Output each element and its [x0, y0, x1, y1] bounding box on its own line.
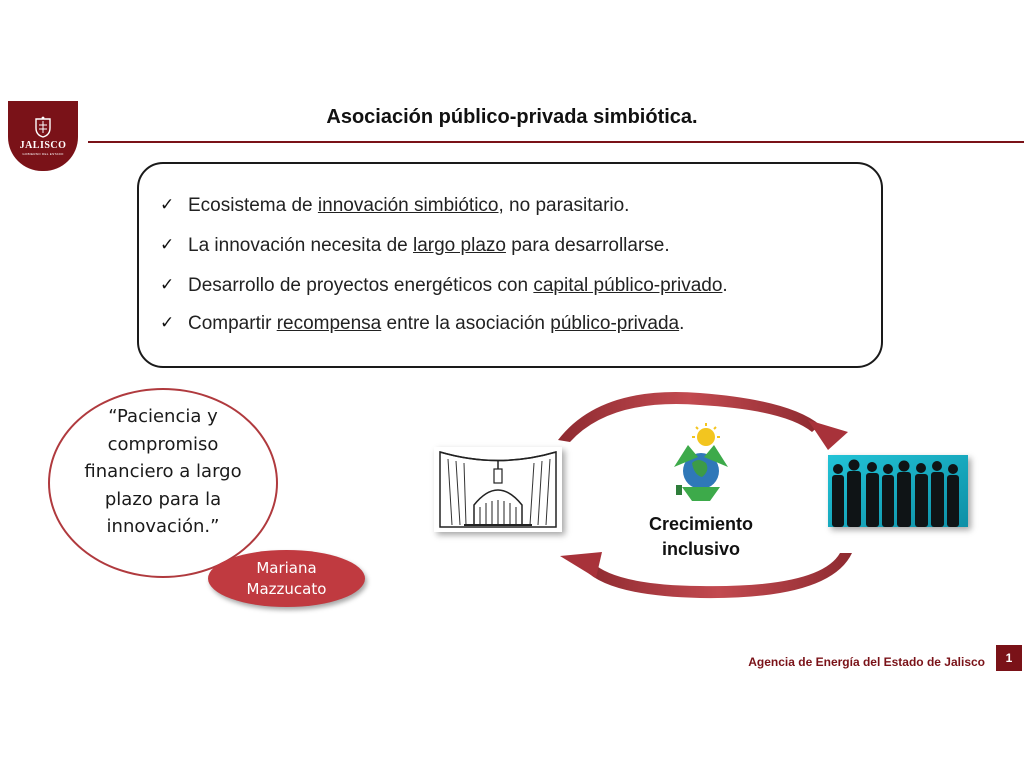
bullet-text: La innovación necesita de largo plazo para desarrollarse.	[188, 235, 670, 256]
author-badge	[208, 550, 365, 607]
logo-subtitle: GOBIERNO DEL ESTADO	[22, 152, 64, 156]
jalisco-logo	[8, 101, 78, 171]
business-people-image	[828, 455, 968, 527]
bullet-item	[158, 311, 868, 336]
bottom-arrow-head	[560, 552, 602, 578]
bullet-list	[158, 193, 868, 351]
cycle-center-label: Crecimiento inclusivo	[648, 514, 754, 559]
check-icon: ✓	[160, 313, 175, 333]
check-icon: ✓	[160, 195, 175, 215]
footer-agency: Agencia de Energía del Estado de Jalisco	[748, 655, 985, 669]
slide-title: Asociación público-privada simbiótica.	[326, 106, 698, 128]
bullet-text: Ecosistema de innovación simbiótico, no parasitario.	[188, 195, 630, 216]
bullet-text: Desarrollo de proyectos energéticos con capital público-privado.	[188, 275, 728, 296]
check-icon: ✓	[160, 275, 175, 295]
capitol-building-image	[434, 447, 562, 532]
coat-of-arms-icon	[32, 116, 54, 138]
bullet-item	[158, 273, 868, 298]
bullet-item	[158, 193, 868, 218]
page-number: 1	[996, 645, 1022, 671]
author-name: Mariana Mazzucato	[246, 558, 327, 598]
bullet-text: Compartir recompensa entre la asociación público-privada.	[188, 313, 685, 334]
title-divider	[88, 141, 1024, 143]
recycling-globe-icon	[668, 423, 734, 503]
check-icon: ✓	[160, 235, 175, 255]
quote-text: “Paciencia y compromiso financiero a largo plazo para la innovación.”	[84, 406, 242, 537]
top-arrow-head	[808, 420, 848, 450]
bullet-item	[158, 233, 868, 258]
logo-name: JALISCO	[19, 140, 67, 151]
